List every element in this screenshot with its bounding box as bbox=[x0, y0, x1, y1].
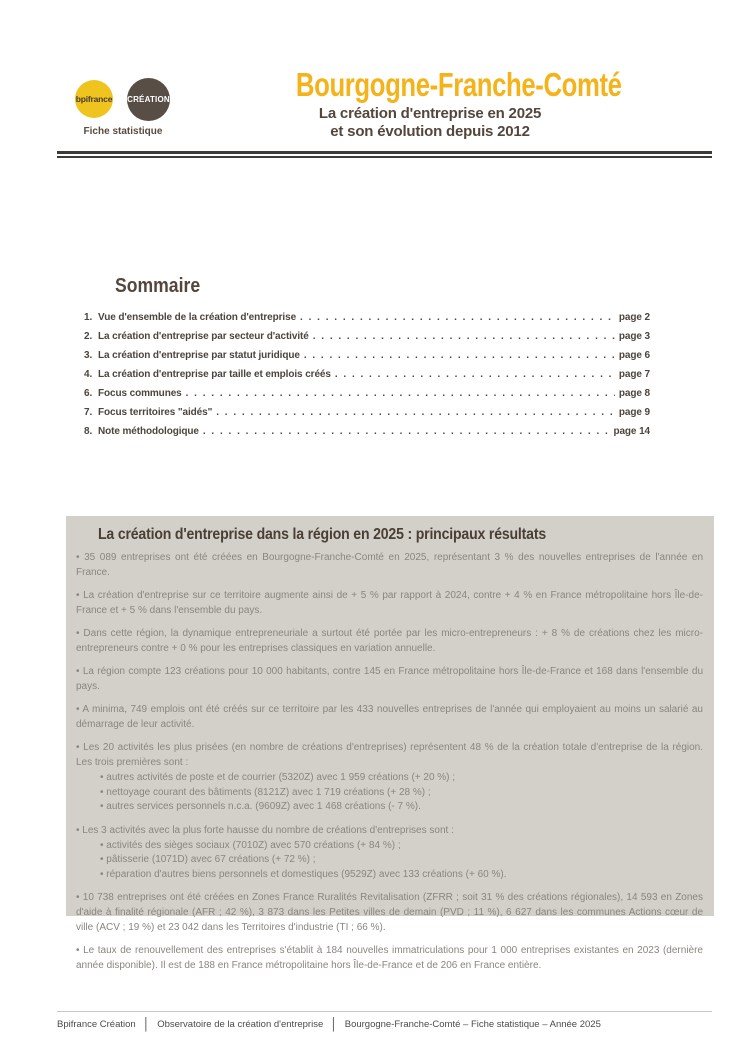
result-sub-bullet: • activités des sièges sociaux (7010Z) avec 570 créations (+ 84 %) ; bbox=[100, 839, 703, 854]
toc-item-number: 8. bbox=[84, 426, 93, 437]
toc-item-page: page 9 bbox=[618, 407, 650, 418]
toc-item-1 bbox=[84, 308, 650, 327]
toc-leader-dots bbox=[304, 346, 615, 365]
page-subtitle-line1: La création d'entreprise en 2025 bbox=[318, 105, 542, 122]
toc-item-number: 6. bbox=[84, 388, 93, 399]
creation-logo-icon bbox=[127, 78, 170, 121]
toc-leader-dots bbox=[300, 308, 615, 327]
results-summary-box bbox=[66, 516, 714, 971]
result-bullet: • Les 3 activités avec la plus forte hausse du nombre de créations d'entreprises sont : bbox=[76, 823, 703, 838]
footer-divider bbox=[57, 1011, 712, 1012]
result-sub-bullet: • réparation d'autres biens personnels et domestiques (9529Z) avec 133 créations (+ 60 %). bbox=[100, 868, 703, 883]
result-bullet: • Le taux de renouvellement des entreprises s'établit à 184 nouvelles immatriculations pour 1 000 entreprises existantes en 2023 (dernière année disponible). Il est de 188 en France métropolitaine hors Île-de-France et de 206 en France entière. bbox=[76, 943, 703, 973]
page-footer bbox=[57, 1017, 712, 1031]
toc-item-label: Note méthodologique bbox=[98, 426, 199, 437]
result-bullet: • 10 738 entreprises ont été créées en Zones France Ruralités Revitalisation (ZFRR ; soit 31 % des créations régionales), 14 593 en Zones d'aide à finalité régionale (AFR ; 42 %), 3 873 dans les Petites villes de demain (PVD ; 11 %), 6 627 dans les communes Actions cœur de ville (ACV ; 19 %) et 23 042 dans les Territoires d'industrie (TI ; 66 %). bbox=[76, 890, 703, 935]
result-sub-bullet: • pâtisserie (1071D) avec 67 créations (+ 72 %) ; bbox=[100, 853, 703, 868]
toc-item-2 bbox=[84, 327, 650, 346]
page-title: Bourgogne-Franche-Comté bbox=[295, 66, 622, 103]
toc-leader-dots bbox=[216, 403, 615, 422]
footer-separator: │ bbox=[330, 1017, 338, 1031]
toc-item-4 bbox=[84, 365, 650, 384]
bpifrance-logo-label: bpifrance bbox=[75, 94, 113, 104]
toc-item-label: La création d'entreprise par taille et emplois créés bbox=[98, 369, 331, 380]
bpifrance-logo-icon bbox=[75, 80, 113, 118]
toc-item-8 bbox=[84, 422, 650, 441]
toc-leader-dots bbox=[186, 384, 615, 403]
creation-logo-label: CRÉATION bbox=[127, 95, 170, 104]
footer-observatory: Observatoire de la création d'entreprise bbox=[157, 1018, 324, 1030]
logo-tagline: Fiche statistique bbox=[83, 126, 163, 137]
toc-item-number: 2. bbox=[84, 331, 93, 342]
result-bullet: • A minima, 749 emplois ont été créés sur ce territoire par les 433 nouvelles entreprises de l'année qui employaient au moins un salarié au démarrage de leur activité. bbox=[76, 702, 703, 732]
sommaire-heading: Sommaire bbox=[115, 275, 201, 297]
result-bullet: • 35 089 entreprises ont été créées en Bourgogne-Franche-Comté en 2025, représentant 3 % des nouvelles entreprises de l'année en France. bbox=[76, 550, 703, 580]
toc-item-label: Vue d'ensemble de la création d'entreprise bbox=[98, 312, 297, 323]
toc-item-6 bbox=[84, 384, 650, 403]
table-of-contents bbox=[84, 308, 650, 441]
page-subtitle-line2: et son évolution depuis 2012 bbox=[330, 123, 530, 140]
toc-leader-dots bbox=[203, 422, 610, 441]
header-divider bbox=[57, 151, 712, 158]
header-title-block bbox=[250, 66, 622, 141]
result-sub-bullet: • autres services personnels n.c.a. (9609Z) avec 1 468 créations (- 7 %). bbox=[100, 800, 703, 815]
toc-item-page: page 6 bbox=[618, 350, 650, 361]
toc-item-page: page 14 bbox=[613, 426, 650, 437]
toc-item-label: Focus communes bbox=[98, 388, 182, 399]
result-sub-bullet: • autres activités de poste et de courrier (5320Z) avec 1 959 créations (+ 20 %) ; bbox=[100, 771, 703, 786]
toc-item-page: page 2 bbox=[618, 312, 650, 323]
toc-item-number: 3. bbox=[84, 350, 93, 361]
top-activities-list bbox=[76, 771, 703, 815]
page-subtitle bbox=[250, 105, 610, 141]
result-bullet: • La création d'entreprise sur ce territoire augmente ainsi de + 5 % par rapport à 2024, contre + 4 % en France métropolitaine hors Île-de-France et + 5 % dans l'ensemble du pays. bbox=[76, 588, 703, 618]
result-bullet: • Dans cette région, la dynamique entrepreneuriale a surtout été portée par les micro-entrepreneurs : + 8 % de créations chez les micro-entrepreneurs contre + 0 % pour les entreprises classiques en variation annuelle. bbox=[76, 626, 703, 656]
toc-leader-dots bbox=[335, 365, 615, 384]
footer-document-info: Bourgogne-Franche-Comté – Fiche statistique – Année 2025 bbox=[344, 1018, 601, 1030]
result-bullet: • La région compte 123 créations pour 10 000 habitants, contre 145 en France métropolitaine hors Île-de-France et 168 dans l'ensemble du pays. bbox=[76, 664, 703, 694]
results-box-heading: La création d'entreprise dans la région en 2025 : principaux résultats bbox=[98, 526, 547, 543]
toc-item-label: La création d'entreprise par secteur d'activité bbox=[98, 331, 309, 342]
result-sub-bullet: • nettoyage courant des bâtiments (8121Z) avec 1 719 créations (+ 28 %) ; bbox=[100, 786, 703, 801]
toc-item-7 bbox=[84, 403, 650, 422]
toc-item-page: page 7 bbox=[618, 369, 650, 380]
footer-brand: Bpifrance Création bbox=[57, 1018, 136, 1030]
fastest-growing-activities-list bbox=[76, 839, 703, 883]
toc-item-3 bbox=[84, 346, 650, 365]
toc-item-number: 7. bbox=[84, 407, 93, 418]
toc-item-label: La création d'entreprise par statut juridique bbox=[98, 350, 300, 361]
footer-separator: │ bbox=[142, 1017, 151, 1031]
toc-leader-dots bbox=[313, 327, 615, 346]
toc-item-label: Focus territoires "aidés" bbox=[98, 407, 213, 418]
toc-item-page: page 3 bbox=[618, 331, 650, 342]
toc-item-page: page 8 bbox=[618, 388, 650, 399]
result-bullet: • Les 20 activités les plus prisées (en nombre de créations d'entreprises) représentent 48 % de la création totale d'entreprise de la région. Les trois premières sont : bbox=[76, 740, 703, 770]
toc-item-number: 1. bbox=[84, 312, 93, 323]
toc-item-number: 4. bbox=[84, 369, 93, 380]
